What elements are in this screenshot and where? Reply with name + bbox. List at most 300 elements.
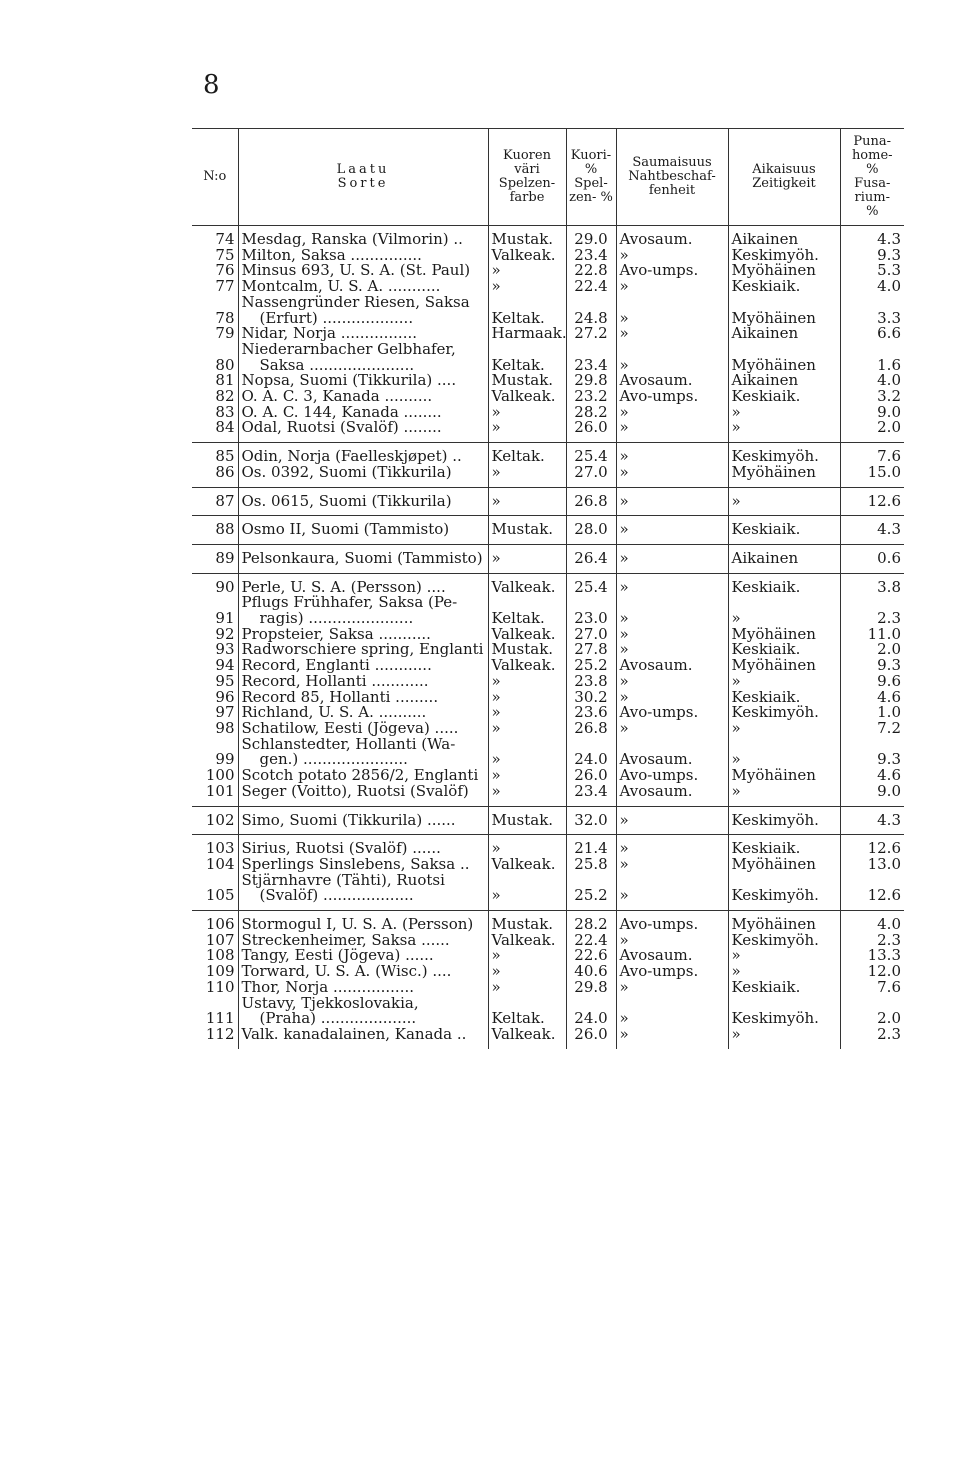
variety-name-line: Seger (Voitto), Ruotsi (Svalöf) (241, 781, 469, 800)
variety-name-line: O. A. C. 3, Kanada .......... (241, 387, 433, 406)
husk-percent: 27.2 (574, 324, 608, 343)
husk-color-cell (488, 835, 566, 911)
fusarium-percent-cell (840, 911, 904, 1049)
husk-color: Mustak. (491, 371, 554, 390)
fusarium-percent-cell (840, 835, 904, 911)
row-number: 100 (205, 766, 235, 785)
header-husk-percent: Kuori- % Spel- zen- % (566, 129, 616, 226)
husk-color: Valkeak. (491, 387, 556, 406)
row-number: 104 (205, 854, 235, 873)
seam-type: Avo-umps. (619, 915, 699, 934)
variety-name-line: Record 85, Hollanti ......... (241, 687, 439, 706)
variety-name-line: Odal, Ruotsi (Svalöf) ........ (241, 418, 442, 437)
husk-percent: 27.0 (574, 462, 608, 481)
earliness: Keskiaik. (731, 277, 801, 296)
row-number: 77 (215, 277, 235, 296)
variety-name-line: Minsus 693, U. S. A. (St. Paul) (241, 261, 471, 280)
earliness: » (731, 962, 741, 981)
husk-color: Keltak. (491, 308, 545, 327)
variety-name-line: Scotch potato 2856/2, Englanti (241, 766, 479, 785)
fusarium-percent: 2.0 (877, 1009, 901, 1028)
fusarium-percent: 2.3 (877, 609, 901, 628)
earliness-cell (728, 226, 840, 443)
seam-type-cell (616, 226, 728, 443)
fusarium-percent: 2.3 (877, 930, 901, 949)
variety-name-cell (238, 573, 488, 806)
husk-color: » (491, 839, 501, 858)
earliness: » (731, 781, 741, 800)
row-group (192, 573, 904, 806)
earliness: Keskimyöh. (731, 447, 819, 466)
seam-type-cell (616, 911, 728, 1049)
seam-type: Avo-umps. (619, 261, 699, 280)
variety-name-cell (238, 226, 488, 443)
seam-type: » (619, 810, 629, 829)
husk-color: » (491, 671, 501, 690)
husk-color: » (491, 402, 501, 421)
variety-name-line: Saksa ...................... (259, 355, 415, 374)
row-number: 95 (215, 671, 235, 690)
seam-type: » (619, 671, 629, 690)
husk-color-cell (488, 911, 566, 1049)
variety-name-cell (238, 443, 488, 487)
earliness: Myöhäinen (731, 624, 816, 643)
seam-type: » (619, 308, 629, 327)
husk-percent: 26.0 (574, 766, 608, 785)
husk-percent: 28.2 (574, 402, 608, 421)
husk-color: » (491, 750, 501, 769)
seam-type: » (619, 839, 629, 858)
row-number: 82 (215, 387, 235, 406)
row-group (192, 806, 904, 835)
fusarium-percent-cell (840, 226, 904, 443)
table-row (192, 487, 904, 516)
husk-color: Mustak. (491, 230, 554, 248)
husk-percent-cell (566, 226, 616, 443)
row-number: 108 (205, 946, 235, 965)
variety-name-line: Valk. kanadalainen, Kanada .. (241, 1024, 467, 1043)
husk-color-cell (488, 573, 566, 806)
table-row (192, 516, 904, 545)
header-no: N:o (192, 129, 238, 226)
fusarium-percent: 15.0 (867, 462, 901, 481)
variety-name-line: Stjärnhavre (Tähti), Ruotsi (241, 870, 445, 889)
seam-type: Avosaum. (619, 656, 693, 675)
seam-type: Avosaum. (619, 781, 693, 800)
husk-percent: 27.0 (574, 624, 608, 643)
fusarium-percent: 12.0 (867, 962, 901, 981)
row-number: 102 (205, 810, 235, 829)
seam-type: Avosaum. (619, 230, 693, 248)
husk-percent: 28.0 (574, 520, 608, 539)
seam-type: Avo-umps. (619, 703, 699, 722)
husk-color: Mustak. (491, 520, 554, 539)
husk-color-cell (488, 516, 566, 545)
fusarium-percent: 4.0 (877, 915, 901, 934)
variety-name-line: O. A. C. 144, Kanada ........ (241, 402, 442, 421)
fusarium-percent: 3.2 (877, 387, 901, 406)
variety-name-line: Richland, U. S. A. .......... (241, 703, 427, 722)
seam-type-cell (616, 573, 728, 806)
fusarium-percent: 4.3 (877, 810, 901, 829)
earliness: Myöhäinen (731, 462, 816, 481)
row-number-cell (192, 544, 238, 573)
husk-percent: 22.4 (574, 277, 608, 296)
header-fusarium: Puna- home- % Fusa- rium- % (840, 129, 904, 226)
earliness: Myöhäinen (731, 656, 816, 675)
husk-color: » (491, 946, 501, 965)
row-number: 110 (205, 977, 235, 996)
seam-type: » (619, 609, 629, 628)
husk-percent: 40.6 (574, 962, 608, 981)
variety-name-cell (238, 806, 488, 835)
husk-percent-cell (566, 911, 616, 1049)
earliness: Myöhäinen (731, 854, 816, 873)
earliness-cell (728, 443, 840, 487)
seam-type: » (619, 1024, 629, 1043)
seam-type: » (619, 418, 629, 437)
table-row (192, 226, 904, 443)
earliness: Keskiaik. (731, 577, 801, 596)
husk-percent: 26.8 (574, 718, 608, 737)
husk-percent: 29.0 (574, 230, 608, 248)
earliness: Keskiaik. (731, 977, 801, 996)
seam-type-cell (616, 443, 728, 487)
seam-type: » (619, 447, 629, 466)
seam-type-cell (616, 487, 728, 516)
earliness-cell (728, 806, 840, 835)
variety-name-line: Perle, U. S. A. (Persson) .... (241, 577, 446, 596)
husk-color: » (491, 703, 501, 722)
husk-percent: 23.6 (574, 703, 608, 722)
fusarium-percent: 9.0 (877, 781, 901, 800)
header-variety: Laatu Sorte (238, 129, 488, 226)
fusarium-percent: 7.6 (877, 977, 901, 996)
husk-color: » (491, 766, 501, 785)
husk-percent: 26.4 (574, 548, 608, 567)
earliness: » (731, 718, 741, 737)
fusarium-percent: 4.0 (877, 371, 901, 390)
row-group (192, 911, 904, 1049)
fusarium-percent: 0.6 (877, 548, 901, 567)
row-number: 79 (215, 324, 235, 343)
fusarium-percent: 1.0 (877, 703, 901, 722)
earliness-cell (728, 835, 840, 911)
earliness: » (731, 750, 741, 769)
fusarium-percent: 4.3 (877, 520, 901, 539)
husk-percent: 24.8 (574, 308, 608, 327)
husk-color: Valkeak. (491, 854, 556, 873)
earliness: » (731, 418, 741, 437)
seam-type: » (619, 462, 629, 481)
row-number: 98 (215, 718, 235, 737)
fusarium-percent: 9.3 (877, 245, 901, 264)
row-number: 103 (205, 839, 235, 858)
fusarium-percent: 2.3 (877, 1024, 901, 1043)
row-number: 99 (215, 750, 235, 769)
row-group (192, 516, 904, 545)
husk-color: » (491, 977, 501, 996)
row-group (192, 443, 904, 487)
row-number: 89 (215, 548, 235, 567)
husk-percent: 21.4 (574, 839, 608, 858)
earliness: Keskiaik. (731, 387, 801, 406)
variety-name-line: Schlanstedter, Hollanti (Wa- (241, 734, 456, 753)
husk-percent: 27.8 (574, 640, 608, 659)
husk-color-cell (488, 443, 566, 487)
row-number: 96 (215, 687, 235, 706)
variety-name-cell (238, 544, 488, 573)
row-number-cell (192, 226, 238, 443)
earliness: » (731, 1024, 741, 1043)
husk-color: Mustak. (491, 810, 554, 829)
husk-percent-cell (566, 544, 616, 573)
husk-color: » (491, 781, 501, 800)
table-row (192, 443, 904, 487)
earliness: Myöhäinen (731, 355, 816, 374)
seam-type: » (619, 640, 629, 659)
variety-name-cell (238, 911, 488, 1049)
earliness: » (731, 671, 741, 690)
variety-name-line: Odin, Norja (Faelleskjøpet) .. (241, 447, 462, 466)
variety-name-line: (Erfurt) ................... (259, 308, 414, 327)
husk-percent: 23.4 (574, 355, 608, 374)
seam-type-cell (616, 806, 728, 835)
seam-type: » (619, 277, 629, 296)
earliness: Keskimyöh. (731, 1009, 819, 1028)
husk-percent: 32.0 (574, 810, 608, 829)
table-header (192, 129, 904, 226)
seam-type: » (619, 854, 629, 873)
husk-percent: 23.0 (574, 609, 608, 628)
earliness-cell (728, 573, 840, 806)
variety-name-line: Montcalm, U. S. A. ........... (241, 277, 441, 296)
husk-percent-cell (566, 835, 616, 911)
variety-name-line: Propsteier, Saksa ........... (241, 624, 431, 643)
husk-color: » (491, 548, 501, 567)
variety-name-line: Nidar, Norja ................ (241, 324, 418, 343)
seam-type: » (619, 624, 629, 643)
fusarium-percent: 2.0 (877, 418, 901, 437)
fusarium-percent: 4.6 (877, 766, 901, 785)
husk-color: » (491, 962, 501, 981)
header-earliness: Aikaisuus Zeitigkeit (728, 129, 840, 226)
husk-percent: 22.4 (574, 930, 608, 949)
row-number: 91 (215, 609, 235, 628)
table-row (192, 544, 904, 573)
husk-percent-cell (566, 487, 616, 516)
row-number-cell (192, 516, 238, 545)
husk-color: » (491, 418, 501, 437)
husk-color: » (491, 687, 501, 706)
seam-type-cell (616, 835, 728, 911)
table-row (192, 835, 904, 911)
fusarium-percent: 7.2 (877, 718, 901, 737)
table-row (192, 806, 904, 835)
husk-color: » (491, 491, 501, 510)
husk-percent: 22.8 (574, 261, 608, 280)
row-number: 75 (215, 245, 235, 264)
earliness-cell (728, 911, 840, 1049)
row-number: 80 (215, 355, 235, 374)
earliness: Keskimyöh. (731, 930, 819, 949)
fusarium-percent: 13.3 (867, 946, 901, 965)
seam-type: Avosaum. (619, 946, 693, 965)
seam-type: Avosaum. (619, 750, 693, 769)
earliness: » (731, 946, 741, 965)
row-number: 105 (205, 886, 235, 905)
fusarium-percent: 12.6 (867, 886, 901, 905)
row-number: 112 (205, 1024, 235, 1043)
earliness: Aikainen (731, 371, 799, 390)
seam-type: » (619, 930, 629, 949)
row-number-cell (192, 911, 238, 1049)
row-number-cell (192, 573, 238, 806)
variety-name-line: ragis) ...................... (259, 609, 414, 628)
husk-percent-cell (566, 516, 616, 545)
header-husk-color: Kuoren väri Spelzen- farbe (488, 129, 566, 226)
husk-color: Keltak. (491, 609, 545, 628)
seam-type: Avo-umps. (619, 387, 699, 406)
variety-name-line: Niederarnbacher Gelbhafer, (241, 339, 456, 358)
husk-color: Valkeak. (491, 656, 556, 675)
variety-name-line: Os. 0615, Suomi (Tikkurila) (241, 491, 452, 510)
husk-color-cell (488, 544, 566, 573)
earliness: Keskimyöh. (731, 810, 819, 829)
seam-type: » (619, 245, 629, 264)
husk-percent: 24.0 (574, 1009, 608, 1028)
fusarium-percent-cell (840, 487, 904, 516)
seam-type: » (619, 886, 629, 905)
earliness: Myöhäinen (731, 915, 816, 934)
fusarium-percent: 9.3 (877, 656, 901, 675)
seam-type: Avo-umps. (619, 766, 699, 785)
fusarium-percent-cell (840, 573, 904, 806)
husk-percent: 25.4 (574, 577, 608, 596)
seam-type-cell (616, 544, 728, 573)
seam-type: » (619, 687, 629, 706)
header-seam: Saumaisuus Nahtbeschaf- fenheit (616, 129, 728, 226)
husk-color-cell (488, 487, 566, 516)
row-number-cell (192, 487, 238, 516)
variety-name-line: Osmo II, Suomi (Tammisto) (241, 520, 450, 539)
row-number-cell (192, 806, 238, 835)
row-number: 94 (215, 656, 235, 675)
earliness-cell (728, 544, 840, 573)
fusarium-percent: 12.6 (867, 491, 901, 510)
husk-color: Valkeak. (491, 245, 556, 264)
earliness-cell (728, 487, 840, 516)
table-row (192, 911, 904, 1049)
row-number: 109 (205, 962, 235, 981)
variety-name-line: Nassengründer Riesen, Saksa (241, 292, 470, 311)
husk-color: Harmaak. (491, 324, 567, 343)
husk-color: » (491, 261, 501, 280)
seam-type: » (619, 718, 629, 737)
husk-color-cell (488, 806, 566, 835)
table-row (192, 573, 904, 806)
row-number: 74 (215, 230, 235, 248)
seam-type: » (619, 577, 629, 596)
variety-name-line: (Praha) .................... (259, 1009, 417, 1028)
earliness-cell (728, 516, 840, 545)
fusarium-percent: 3.8 (877, 577, 901, 596)
row-number: 97 (215, 703, 235, 722)
husk-color: Keltak. (491, 447, 545, 466)
husk-color: Mustak. (491, 640, 554, 659)
seam-type: » (619, 977, 629, 996)
row-number: 93 (215, 640, 235, 659)
row-number: 101 (205, 781, 235, 800)
fusarium-percent: 1.6 (877, 355, 901, 374)
fusarium-percent: 4.0 (877, 277, 901, 296)
husk-color: Valkeak. (491, 1024, 556, 1043)
variety-name-line: Torward, U. S. A. (Wisc.) .... (241, 962, 452, 981)
row-group (192, 487, 904, 516)
husk-percent: 29.8 (574, 371, 608, 390)
husk-percent: 25.8 (574, 854, 608, 873)
fusarium-percent: 3.3 (877, 308, 901, 327)
fusarium-percent: 5.3 (877, 261, 901, 280)
earliness: Aikainen (731, 324, 799, 343)
husk-percent: 23.2 (574, 387, 608, 406)
husk-percent: 23.8 (574, 671, 608, 690)
variety-name-line: Record, Englanti ............ (241, 656, 432, 675)
row-number: 78 (215, 308, 235, 327)
husk-color: Valkeak. (491, 577, 556, 596)
variety-name-line: Schatilow, Eesti (Jögeva) ..... (241, 718, 459, 737)
seam-type: » (619, 355, 629, 374)
seam-type: Avosaum. (619, 371, 693, 390)
row-number-cell (192, 443, 238, 487)
seam-type: Avo-umps. (619, 962, 699, 981)
earliness: » (731, 609, 741, 628)
row-number: 88 (215, 520, 235, 539)
seam-type-cell (616, 516, 728, 545)
variety-name-line: Sirius, Ruotsi (Svalöf) ...... (241, 839, 441, 858)
fusarium-percent: 4.6 (877, 687, 901, 706)
earliness: Keskiaik. (731, 839, 801, 858)
fusarium-percent-cell (840, 544, 904, 573)
husk-color: Keltak. (491, 355, 545, 374)
row-group (192, 835, 904, 911)
variety-name-line: Nopsa, Suomi (Tikkurila) .... (241, 371, 457, 390)
husk-color: » (491, 462, 501, 481)
variety-name-line: Radworschiere spring, Englanti (241, 640, 484, 659)
variety-name-line: Sperlings Sinslebens, Saksa .. (241, 854, 470, 873)
earliness: Myöhäinen (731, 766, 816, 785)
row-group (192, 544, 904, 573)
variety-name-cell (238, 487, 488, 516)
husk-color: » (491, 886, 501, 905)
seam-type: » (619, 520, 629, 539)
fusarium-percent: 4.3 (877, 230, 901, 248)
earliness: » (731, 402, 741, 421)
earliness: Keskimyöh. (731, 245, 819, 264)
seam-type: » (619, 548, 629, 567)
earliness: Keskimyöh. (731, 703, 819, 722)
husk-percent: 25.4 (574, 447, 608, 466)
fusarium-percent: 9.3 (877, 750, 901, 769)
page-number: 8 (203, 70, 220, 100)
husk-percent: 25.2 (574, 886, 608, 905)
earliness: Keskimyöh. (731, 886, 819, 905)
husk-percent-cell (566, 806, 616, 835)
husk-percent-cell (566, 573, 616, 806)
fusarium-percent-cell (840, 806, 904, 835)
earliness: Myöhäinen (731, 308, 816, 327)
row-group (192, 226, 904, 443)
